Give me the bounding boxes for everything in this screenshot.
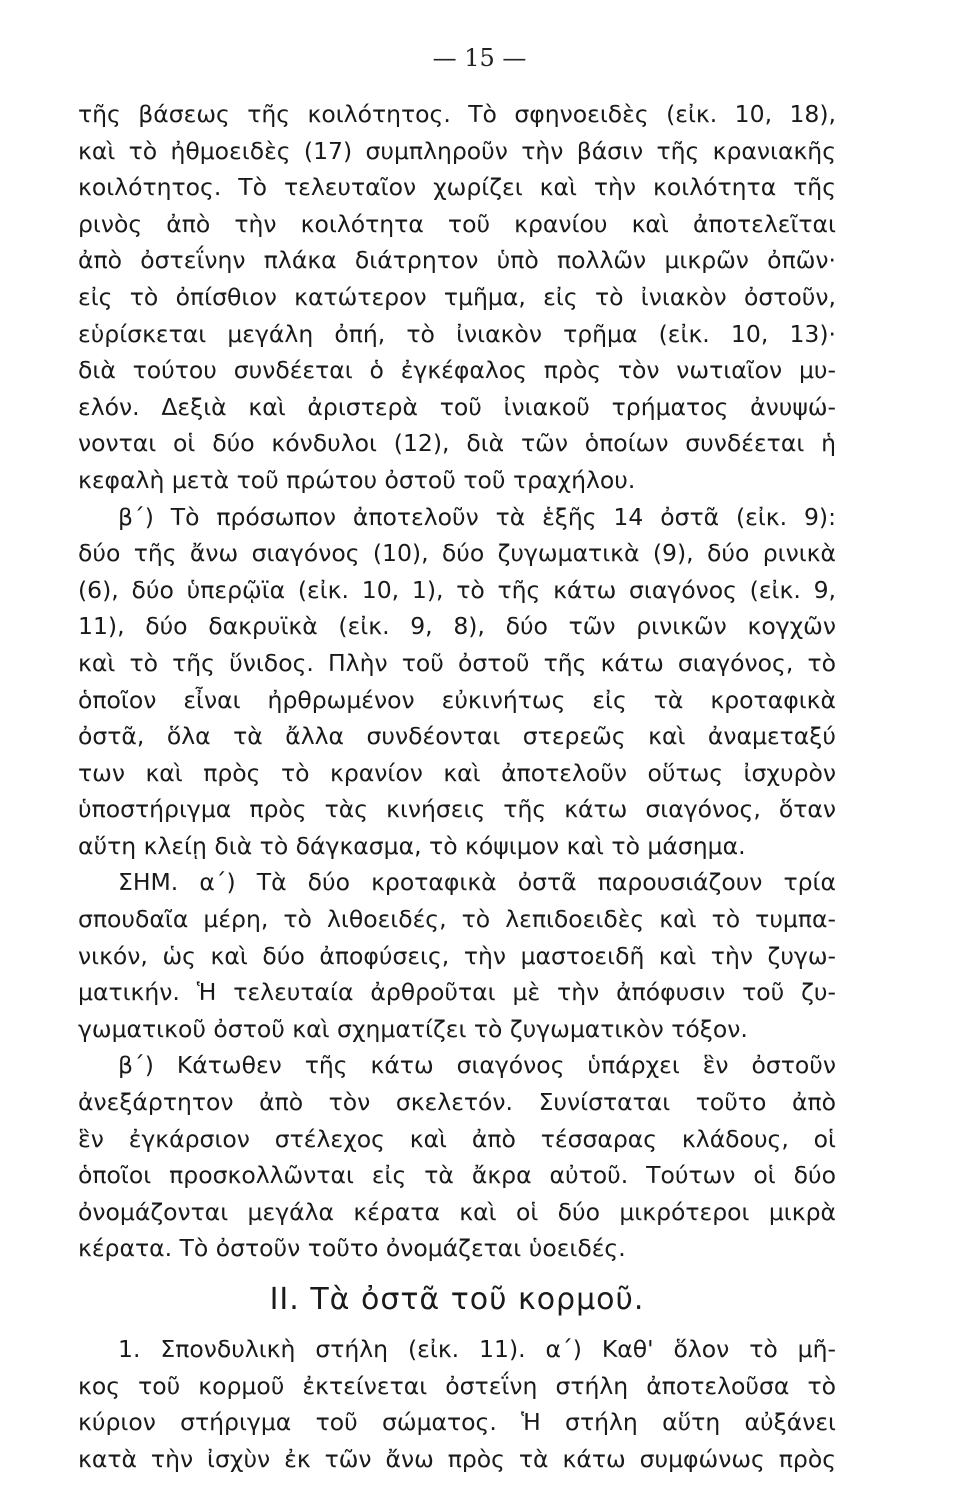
text-line: των καὶ πρὸς τὸ κρανίον καὶ ἀποτελοῦν οὕτως ἰσχυρὸν bbox=[78, 758, 836, 787]
text-line: νικόν, ὡς καὶ δύο ἀποφύσεις, τὴν μαστοειδῆ καὶ τὴν ζυγω- bbox=[78, 941, 836, 970]
text-line: αὕτη κλείῃ διὰ τὸ δάγκασμα, τὸ κόψιμον καὶ τὸ μάσημα. bbox=[78, 831, 746, 860]
text-line: ἀπὸ ὀστεΐνην πλάκα διάτρητον ὑπὸ πολλῶν μικρῶν ὀπῶν· bbox=[78, 246, 836, 275]
text-line: (6), δύο ὑπερῷϊα (εἰκ. 10, 1), τὸ τῆς κάτω σιαγόνος (εἰκ. 9, bbox=[78, 575, 836, 604]
page-number: — 15 — bbox=[432, 44, 527, 72]
text-line: καὶ τὸ ἠθμοειδὲς (17) συμπληροῦν τὴν βάσιν τῆς κρανιακῆς bbox=[78, 136, 836, 165]
text-line: ΣΗΜ. α΄) Τὰ δύο κροταφικὰ ὀστᾶ παρουσιάζουν τρία bbox=[118, 868, 836, 897]
text-line: κύριον στήριγμα τοῦ σώματος. Ἡ στήλη αὕτη αὐξάνει bbox=[78, 1408, 836, 1437]
text-line: κεφαλὴ μετὰ τοῦ πρώτου ὀστοῦ τοῦ τραχήλου. bbox=[78, 465, 636, 494]
text-line: β΄) Κάτωθεν τῆς κάτω σιαγόνος ὑπάρχει ἓν ὀστοῦν bbox=[118, 1051, 836, 1080]
paragraph-4 bbox=[78, 1047, 836, 1267]
text-line: νονται οἱ δύο κόνδυλοι (12), διὰ τῶν ὁποίων συνδέεται ἡ bbox=[78, 429, 836, 458]
text-line: γωματικοῦ ὀστοῦ καὶ σχηματίζει τὸ ζυγωματικὸν τόξον. bbox=[78, 1014, 748, 1043]
text-line: διὰ τούτου συνδέεται ὁ ἐγκέφαλος πρὸς τὸν νωτιαῖον μυ- bbox=[78, 356, 836, 385]
paragraph-1 bbox=[78, 96, 836, 499]
text-line: εἰς τὸ ὀπίσθιον κατώτερον τμῆμα, εἰς τὸ ἰνιακὸν ὀστοῦν, bbox=[78, 282, 836, 311]
text-line: κοιλότητος. Τὸ τελευταῖον χωρίζει καὶ τὴν κοιλότητα τῆς bbox=[78, 173, 836, 202]
text-line: ελόν. Δεξιὰ καὶ ἀριστερὰ τοῦ ἰνιακοῦ τρήματος ἀνυψώ- bbox=[78, 392, 836, 421]
text-line: ἓν ἐγκάρσιον στέλεχος καὶ ἀπὸ τέσσαρας κλάδους, οἱ bbox=[78, 1124, 836, 1153]
text-line: ὁποῖον εἶναι ἠρθρωμένον εὐκινήτως εἰς τὰ κροταφικὰ bbox=[78, 685, 836, 714]
text-line: ὀστᾶ, ὅλα τὰ ἄλλα συνδέονται στερεῶς καὶ ἀναμεταξύ bbox=[78, 722, 836, 751]
text-line: ματικήν. Ἡ τελευταία ἀρθροῦται μὲ τὴν ἀπόφυσιν τοῦ ζυ- bbox=[78, 978, 836, 1007]
text-line: ὁποῖοι προσκολλῶνται εἰς τὰ ἄκρα αὐτοῦ. Τούτων οἱ δύο bbox=[78, 1161, 836, 1190]
text-line: ἀνεξάρτητον ἀπὸ τὸν σκελετόν. Συνίσταται τοῦτο ἀπὸ bbox=[78, 1088, 836, 1117]
paragraph-5 bbox=[78, 1331, 836, 1477]
text-line: κος τοῦ κορμοῦ ἐκτείνεται ὀστεΐνη στήλη ἀποτελοῦσα τὸ bbox=[78, 1371, 836, 1400]
text-line: σπουδαῖα μέρη, τὸ λιθοειδές, τὸ λεπιδοειδὲς καὶ τὸ τυμπα- bbox=[78, 905, 836, 934]
text-line: καὶ τὸ τῆς ὕνιδος. Πλὴν τοῦ ὀστοῦ τῆς κάτω σιαγόνος, τὸ bbox=[78, 648, 836, 677]
text-line: ὀνομάζονται μεγάλα κέρατα καὶ οἱ δύο μικρότεροι μικρὰ bbox=[78, 1197, 836, 1226]
text-line: ρινὸς ἀπὸ τὴν κοιλότητα τοῦ κρανίου καὶ ἀποτελεῖται bbox=[78, 209, 836, 238]
text-line: 1. Σπονδυλικὴ στήλη (εἰκ. 11). α΄) Καθ' ὅλον τὸ μῆ- bbox=[118, 1335, 836, 1363]
text-line: 11), δύο δακρυϊκὰ (εἰκ. 9, 8), δύο τῶν ρινικῶν κογχῶν bbox=[78, 612, 836, 641]
text-line: κέρατα. Τὸ ὀστοῦν τοῦτο ὀνομάζεται ὑοειδές. bbox=[78, 1234, 626, 1263]
text-line: εὑρίσκεται μεγάλη ὀπή, τὸ ἰνιακὸν τρῆμα (εἰκ. 10, 13)· bbox=[78, 319, 836, 348]
paragraph-3-note bbox=[78, 864, 836, 1047]
text-line: τῆς βάσεως τῆς κοιλότητος. Τὸ σφηνοειδὲς (εἰκ. 10, 18), bbox=[78, 100, 836, 128]
body-text bbox=[78, 96, 836, 1477]
text-line: ὑποστήριγμα πρὸς τὰς κινήσεις τῆς κάτω σιαγόνος, ὅταν bbox=[78, 795, 836, 824]
section-heading: II. Τὰ ὀστᾶ τοῦ κορμοῦ. bbox=[269, 1282, 645, 1317]
paragraph-2 bbox=[78, 499, 836, 865]
text-line: β΄) Τὸ πρόσωπον ἀποτελοῦν τὰ ἑξῆς 14 ὀστᾶ (εἰκ. 9): bbox=[118, 502, 836, 531]
text-line: δύο τῆς ἄνω σιαγόνος (10), δύο ζυγωματικὰ (9), δύο ρινικὰ bbox=[78, 539, 836, 568]
text-line: κατὰ τὴν ἰσχὺν ἐκ τῶν ἄνω πρὸς τὰ κάτω συμφώνως πρὸς bbox=[78, 1444, 836, 1473]
